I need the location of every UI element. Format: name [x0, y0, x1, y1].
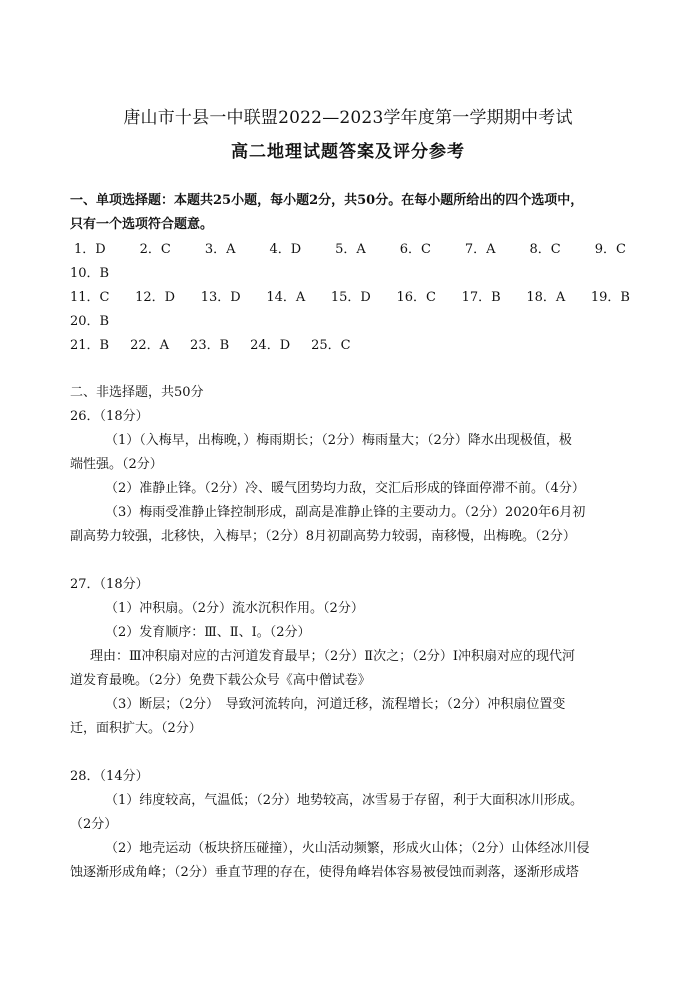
- q27-label: 27．（18分）: [70, 577, 149, 592]
- q27-reason-line2: 道发育最晚。（2分）免费下载公众号《高中僧试卷》: [70, 673, 371, 688]
- answer-item: 22．A: [130, 338, 170, 353]
- q26-part2: （2）准静止锋。（2分）冷、暖气团势均力敌，交汇后形成的锋面停滞不前。（4分）: [105, 481, 585, 496]
- answer-item: 16．C: [396, 290, 436, 305]
- answer-item: 15．D: [330, 290, 371, 305]
- answer-item: 5．A: [335, 242, 366, 257]
- answer-item: 13．D: [200, 290, 241, 305]
- q27-part3-line2: 迁，面积扩大。（2分）: [70, 721, 202, 736]
- q28-part1-line2: （2分）: [70, 817, 118, 832]
- answer-item: 11．C: [70, 290, 110, 305]
- section2-heading: 二、非选择题，共50分: [70, 385, 204, 400]
- q27-part1: （1）冲积扇。（2分）流水沉积作用。（2分）: [105, 601, 364, 616]
- answer-item: 7．A: [464, 242, 496, 257]
- answer-row-3: [70, 338, 630, 354]
- answer-item: 10．B: [70, 266, 110, 281]
- q26-part3-line2: 副高势力较强，北移快，入梅早；（2分）8月初副高势力较弱，南移慢，出梅晚。（2分）: [70, 529, 576, 544]
- answer-item: 1．D: [74, 242, 106, 257]
- section1-heading-line2: 只有一个选项符合题意。: [70, 217, 214, 232]
- q28-part2-line1: （2）地壳运动（板块挤压碰撞），火山活动频繁，形成火山体；（2分）山体经冰川侵: [105, 841, 590, 856]
- answer-item: 24．D: [250, 338, 291, 353]
- answer-item: 12．D: [135, 290, 176, 305]
- section1-heading-line1: 一、单项选择题：本题共25小题，每小题2分，共50分。在每小题所给出的四个选项中，: [70, 193, 584, 208]
- answer-item: 18．A: [526, 290, 566, 305]
- answer-item: 9．C: [594, 242, 626, 257]
- answer-item: 19．B: [590, 290, 630, 305]
- answer-item: 21．B: [70, 338, 110, 353]
- answer-row-1: [74, 242, 626, 258]
- document-subtitle: 高二地理试题答案及评分参考: [231, 142, 465, 162]
- answer-item: 2．C: [139, 242, 171, 257]
- q26-part1-line2: 端性强。（2分）: [70, 457, 163, 472]
- q26-part3-line1: （3）梅雨受准静止锋控制形成，副高是准静止锋的主要动力。（2分）2020年6月初: [105, 505, 586, 520]
- q28-part1-line1: （1）纬度较高，气温低；（2分）地势较高，冰雪易于存留，利于大面积冰川形成。: [105, 793, 584, 808]
- answer-item: 20．B: [70, 314, 110, 329]
- q26-part1-line1: （1）（入梅早，出梅晚，）梅雨期长；（2分）梅雨量大；（2分）降水出现极值，极: [105, 433, 572, 448]
- answer-item: 17．B: [461, 290, 501, 305]
- answer-item: 25．C: [311, 338, 351, 353]
- answer-row-2: [70, 290, 630, 306]
- q27-part3-line1: （3）断层；（2分） 导致河流转向，河道迁移，流程增长；（2分）冲积扇位置变: [105, 697, 566, 712]
- answer-item: 8．C: [529, 242, 561, 257]
- q26-label: 26．（18分）: [70, 409, 149, 424]
- q27-reason-line1: 理由：Ⅲ冲积扇对应的古河道发育最早；（2分）Ⅱ次之；（2分）Ⅰ冲积扇对应的现代河: [90, 649, 576, 664]
- answer-item: 3．A: [204, 242, 236, 257]
- q28-label: 28．（14分）: [70, 769, 149, 784]
- answer-item: 23．B: [190, 338, 230, 353]
- answer-item: 6．C: [399, 242, 431, 257]
- q27-part2: （2）发育顺序：Ⅲ、Ⅱ、Ⅰ。（2分）: [105, 625, 311, 640]
- answer-item: 4．D: [269, 242, 302, 257]
- answer-item: 14．A: [266, 290, 306, 305]
- document-title: 唐山市十县一中联盟2022—2023学年度第一学期期中考试: [123, 108, 573, 128]
- q28-part2-line2: 蚀逐渐形成角峰；（2分）垂直节理的存在，使得角峰岩体容易被侵蚀而剥落，逐渐形成塔: [70, 865, 579, 880]
